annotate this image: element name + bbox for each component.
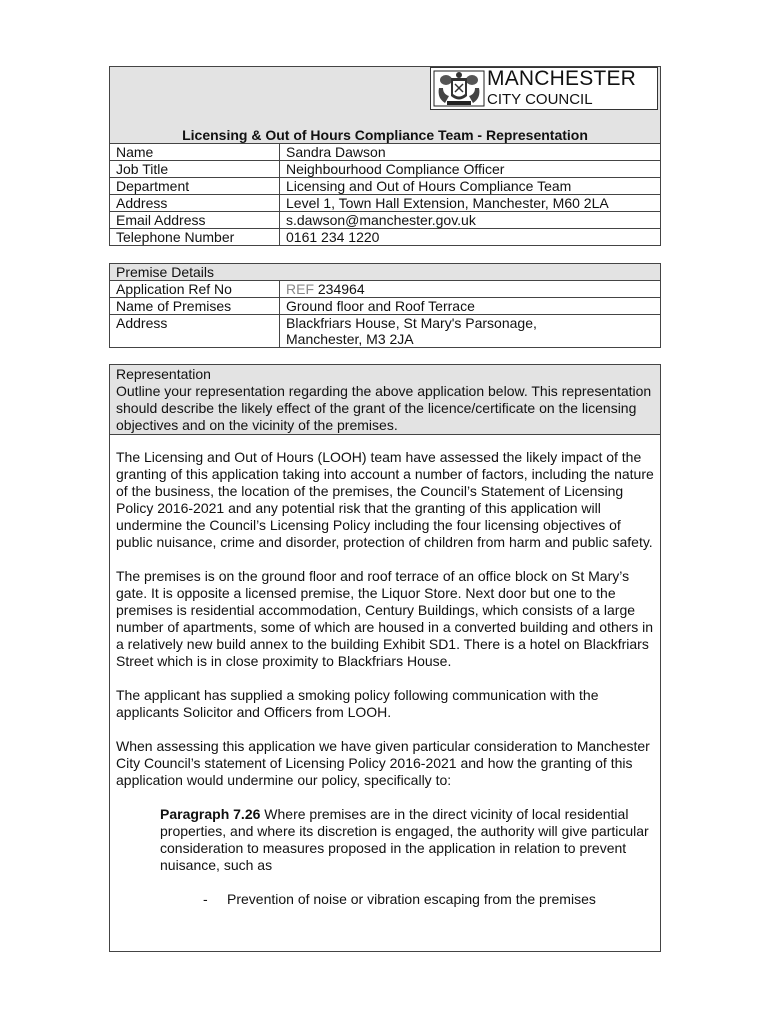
contact-label: Job Title bbox=[110, 161, 280, 178]
paragraph-smoking-policy: The applicant has supplied a smoking policy following communication with the applicants Solicitor and Officers from LOOH. bbox=[116, 687, 599, 720]
paragraph-premises: The premises is on the ground floor and roof terrace of an office block on St Mary’s gate. It is opposite a licensed premise, the Liquor Store. Next door but one to the premises is residential accommodation, Century Buildings, which consists of a large number of apartments, some of which are housed in a converted building and others in a relatively new build annex to the building Exhibit SD1. There is a hotel on Blackfriars Street which is in close proximity to Blackfriars House. bbox=[116, 568, 653, 669]
paragraph-policy-consideration: When assessing this application we have given particular consideration to Manchester City Council’s statement of Licensing Policy 2016-2021 and how the granting of this application would undermine our policy, specifically to: bbox=[116, 738, 650, 788]
contact-label: Email Address bbox=[110, 212, 280, 229]
table-row bbox=[110, 144, 661, 161]
application-ref-label: Application Ref No bbox=[110, 281, 280, 298]
form-header bbox=[109, 66, 661, 144]
council-logo bbox=[430, 67, 658, 110]
premise-heading: Premise Details bbox=[110, 264, 661, 281]
table-row bbox=[110, 212, 661, 229]
premises-name-value: Ground floor and Roof Terrace bbox=[280, 298, 661, 315]
premises-address-label: Address bbox=[110, 315, 280, 348]
contact-label: Address bbox=[110, 195, 280, 212]
premises-name-label: Name of Premises bbox=[110, 298, 280, 315]
coat-of-arms-icon bbox=[433, 70, 485, 107]
premise-heading-row bbox=[110, 264, 661, 281]
premise-details-table bbox=[109, 263, 661, 348]
paragraph-assessment: The Licensing and Out of Hours (LOOH) team have assessed the likely impact of the granting of this application taking into account a number of factors, including the nature of the business, the location of the premises, the Council’s Statement of Licensing Policy 2016-2021 and any potential risk that the granting of this application will undermine the Council’s Licensing Policy including the four licensing objectives of public nuisance, crime and disorder, protection of children from harm and public safety. bbox=[116, 449, 654, 550]
ref-prefix: REF bbox=[286, 281, 314, 297]
logo-text-manchester: MANCHESTER bbox=[487, 67, 637, 90]
address-line-2: Manchester, M3 2JA bbox=[286, 331, 414, 347]
contact-value: Licensing and Out of Hours Compliance Team bbox=[280, 178, 661, 195]
representation-section bbox=[109, 364, 661, 952]
table-row bbox=[110, 315, 661, 348]
table-row bbox=[110, 298, 661, 315]
table-row bbox=[110, 178, 661, 195]
contact-label: Department bbox=[110, 178, 280, 195]
contact-details-table bbox=[109, 143, 661, 246]
paragraph-ref: Paragraph 7.26 bbox=[160, 806, 261, 822]
table-row bbox=[110, 161, 661, 178]
contact-value: 0161 234 1220 bbox=[280, 229, 661, 246]
contact-value: s.dawson@manchester.gov.uk bbox=[280, 212, 661, 229]
table-row bbox=[110, 281, 661, 298]
logo-text-city-council: CITY COUNCIL bbox=[487, 91, 593, 108]
representation-instructions: Outline your representation regarding the above application below. This representation should describe the likely effect of the grant of the licence/certificate on the licensing objectives and on the vicinity of the premises. bbox=[116, 383, 652, 433]
form-page bbox=[109, 66, 661, 952]
bullet-noise-prevention: Prevention of noise or vibration escaping from the premises bbox=[227, 891, 596, 907]
ref-number: 234964 bbox=[317, 281, 365, 297]
address-line-1: Blackfriars House, St Mary's Parsonage, bbox=[286, 315, 537, 331]
premises-address-value bbox=[280, 315, 661, 348]
table-row bbox=[110, 229, 661, 246]
contact-value: Neighbourhood Compliance Officer bbox=[280, 161, 661, 178]
representation-heading: Representation bbox=[116, 366, 211, 382]
form-title: Licensing & Out of Hours Compliance Team - Representation bbox=[182, 127, 588, 143]
paragraph-7-26 bbox=[116, 806, 654, 874]
application-ref-value bbox=[280, 281, 661, 298]
contact-value: Level 1, Town Hall Extension, Manchester, M60 2LA bbox=[280, 195, 661, 212]
list-item bbox=[116, 891, 654, 908]
contact-label: Name bbox=[110, 144, 280, 161]
table-row bbox=[110, 195, 661, 212]
representation-body bbox=[110, 435, 660, 951]
bullet-dash: - bbox=[203, 891, 208, 907]
contact-label: Telephone Number bbox=[110, 229, 280, 246]
paragraph-7-26-text: Where premises are in the direct vicinity of local residential properties, and where its discretion is engaged, the authority will give particular consideration to measures proposed in the application in relation to prevent nuisance, such as bbox=[160, 806, 649, 873]
representation-header bbox=[110, 365, 660, 435]
contact-value: Sandra Dawson bbox=[280, 144, 661, 161]
